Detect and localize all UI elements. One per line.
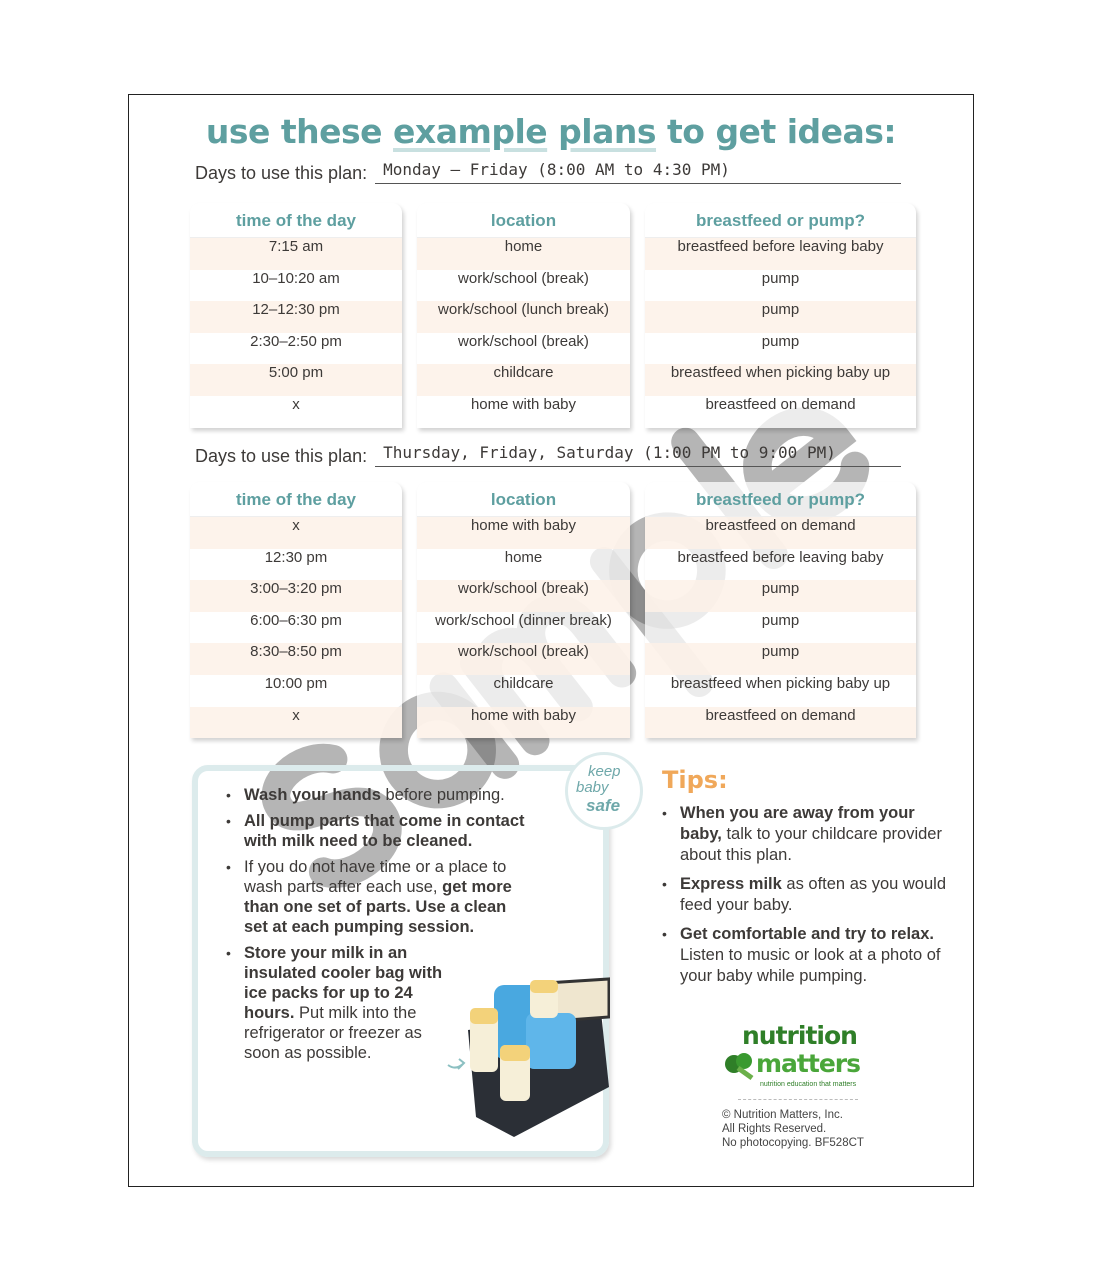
arrow-icon <box>448 1059 464 1069</box>
table-cell: pump <box>761 269 800 287</box>
plan-2-days-label: Days to use this plan: <box>195 446 368 466</box>
nutrition-matters-logo <box>722 1022 882 1092</box>
table-cell: breastfeed on demand <box>645 707 916 739</box>
column-header: time of the day <box>190 203 402 238</box>
table-cell: pump <box>645 580 916 612</box>
column-time <box>190 203 402 428</box>
column-location <box>417 203 630 428</box>
logo-tagline: nutrition education that matters <box>760 1081 857 1088</box>
table-cell: pump <box>761 332 800 350</box>
tips-title: Tips: <box>662 766 728 794</box>
table-cell: pump <box>645 301 916 333</box>
table-cell: 5:00 pm <box>190 364 402 396</box>
table-cell: home <box>504 548 543 566</box>
table-cell: x <box>190 517 402 549</box>
table-cell: work/school (break) <box>458 269 589 287</box>
badge-keep: keep <box>588 763 621 780</box>
table-cell: 12:30 pm <box>264 548 328 566</box>
column-breastfeed-or-pump <box>645 203 916 428</box>
table-cell: x <box>292 395 300 413</box>
table-cell: 3:00–3:20 pm <box>190 580 402 612</box>
page-title: use these example plans to get ideas: <box>205 112 897 151</box>
table-cell: x <box>190 707 402 739</box>
table-cell: 6:00–6:30 pm <box>250 611 342 629</box>
column-breastfeed-or-pump <box>645 482 916 738</box>
plan-1-days-label: Days to use this plan: <box>195 163 368 183</box>
safety-item: • Wash your hands before pumping. <box>226 785 526 805</box>
safety-item: • All pump parts that come in contact with milk need to be cleaned. <box>226 811 526 851</box>
table-cell: work/school (break) <box>458 332 589 350</box>
table-cell: home with baby <box>417 517 630 549</box>
table-cell: 2:30–2:50 pm <box>250 332 342 350</box>
table-cell: 10–10:20 am <box>252 269 340 287</box>
copyright-line: © Nutrition Matters, Inc. <box>722 1109 843 1121</box>
table-cell: home <box>417 238 630 270</box>
badge-baby: baby <box>576 779 609 796</box>
safety-item: • If you do not have time or a place to wash parts after each use, get more than one set of parts. Use a clean set at each pumping session. <box>226 857 526 937</box>
column-header: breastfeed or pump? <box>645 203 916 238</box>
table-cell: breastfeed when picking baby up <box>645 364 916 396</box>
table-cell: home with baby <box>417 707 630 739</box>
table-cell: work/school (break) <box>417 580 630 612</box>
table-cell: childcare <box>417 364 630 396</box>
table-cell: home with baby <box>470 395 577 413</box>
safety-item: • Store your milk in an insulated cooler bag with ice packs for up to 24 hours. Put milk into the refrigerator or freezer as soon as possible. <box>226 943 446 1063</box>
table-cell: breastfeed on demand <box>645 517 916 549</box>
column-header: location <box>417 482 630 517</box>
table-cell: breastfeed before leaving baby <box>645 238 916 270</box>
copyright <box>722 1108 864 1150</box>
table-cell: breastfeed before leaving baby <box>677 548 884 566</box>
table-cell: breastfeed on demand <box>705 395 856 413</box>
tip-item: • Get comfortable and try to relax. Listen to music or look at a photo of your baby while pumping. <box>662 924 952 987</box>
table-cell: pump <box>761 611 800 629</box>
column-header: location <box>417 203 630 238</box>
table-cell: pump <box>645 643 916 675</box>
plan-1-days <box>195 160 901 184</box>
column-location <box>417 482 630 738</box>
table-cell: 7:15 am <box>190 238 402 270</box>
column-header: breastfeed or pump? <box>645 482 916 517</box>
plan-2-days-value: Thursday, Friday, Saturday (1:00 PM to 9:00 PM) <box>375 443 901 467</box>
logo-word-nutrition: nutrition <box>742 1021 857 1050</box>
tip-item: • When you are away from your baby, talk to your childcare provider about this plan. <box>662 803 952 866</box>
table-cell: 8:30–8:50 pm <box>190 643 402 675</box>
plan-1-days-value: Monday – Friday (8:00 AM to 4:30 PM) <box>375 160 901 184</box>
table-cell: work/school (dinner break) <box>435 611 612 629</box>
table-cell: 10:00 pm <box>264 674 328 692</box>
copyright-line: All Rights Reserved. <box>722 1123 827 1135</box>
plan-2-days <box>195 443 901 467</box>
table-cell: childcare <box>493 674 554 692</box>
tips-list <box>662 803 952 995</box>
cooler-bag-image <box>446 975 610 1140</box>
badge-safe: safe <box>586 796 621 815</box>
logo-word-matters: matters <box>756 1049 860 1078</box>
tip-item: • Express milk as often as you would feed your baby. <box>662 874 952 916</box>
table-cell: 12–12:30 pm <box>190 301 402 333</box>
column-header: time of the day <box>190 482 402 517</box>
keep-baby-safe-badge <box>565 752 643 830</box>
table-cell: work/school (break) <box>417 643 630 675</box>
divider <box>738 1099 858 1100</box>
table-cell: breastfeed when picking baby up <box>670 674 891 692</box>
column-time <box>190 482 402 738</box>
table-cell: work/school (lunch break) <box>417 301 630 333</box>
copyright-line: No photocopying. BF528CT <box>722 1137 864 1149</box>
